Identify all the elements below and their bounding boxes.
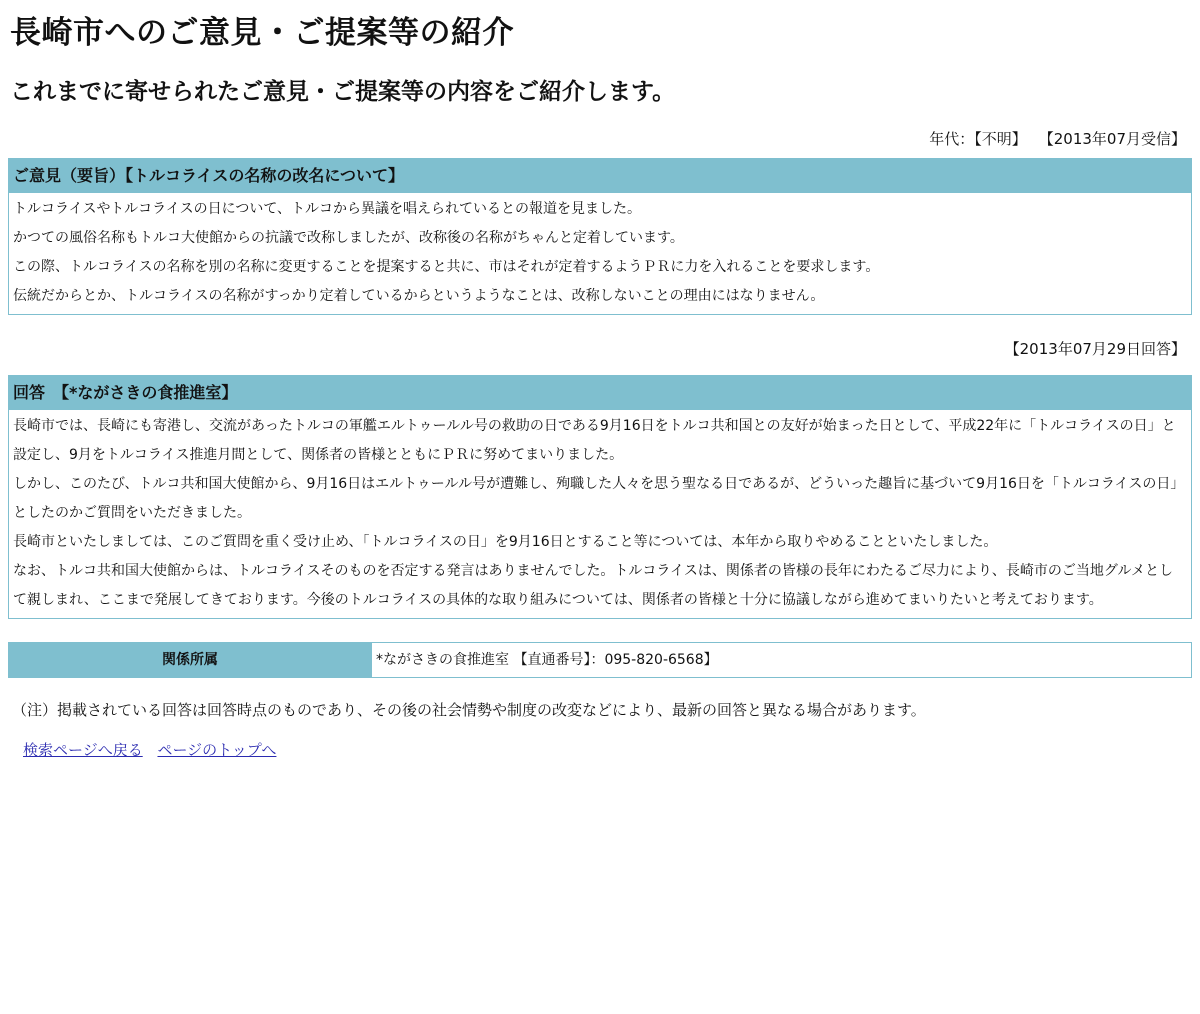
answer-box xyxy=(8,375,1192,619)
age-label: 年代：【不明】 xyxy=(929,130,1027,148)
page-subtitle: これまでに寄せられたご意見・ご提案等の内容をご紹介します。 xyxy=(10,79,676,105)
opinion-paragraph: トルコライスやトルコライスの日について、トルコから異議を唱えられているとの報道を見ました。 xyxy=(13,201,642,217)
disclaimer-note: （注）掲載されている回答は回答時点のものであり、その後の社会情勢や制度の改変などにより、最新の回答と異なる場合があります。 xyxy=(12,701,926,719)
department-label: 関係所属 xyxy=(9,643,372,678)
opinion-box xyxy=(8,158,1192,315)
answer-body xyxy=(9,410,1191,618)
opinion-paragraph: かつての風俗名称もトルコ大使館からの抗議で改称しましたが、改称後の名称がちゃんと定着しています。 xyxy=(13,230,684,246)
meta-line xyxy=(8,129,1192,149)
opinion-paragraph: 伝統だからとか、トルコライスの名称がすっかり定着しているからというようなことは、改称しないことの理由にはなりません。 xyxy=(13,288,825,304)
back-to-search-link[interactable]: 検索ページへ戻る xyxy=(23,741,143,759)
footer-links xyxy=(8,740,1192,760)
received-date: 【2013年07月受信】 xyxy=(1038,130,1186,148)
answer-paragraph: 長崎市では、長崎にも寄港し、交流があったトルコの軍艦エルトゥールル号の救助の日である9月16日をトルコ共和国との友好が始まった日として、平成22年に「トルコライスの日」と設定し、9月をトルコライス推進月間として、関係者の皆様とともにＰＲに努めてまいりました。 xyxy=(13,418,1176,463)
answer-heading: 回答 【*ながさきの食推進室】 xyxy=(9,376,1191,410)
opinion-paragraph: この際、トルコライスの名称を別の名称に変更することを提案すると共に、市はそれが定着するようＰＲに力を入れることを要求します。 xyxy=(13,259,880,275)
answer-date: 【2013年07月29日回答】 xyxy=(1004,340,1186,358)
answer-paragraph: なお、トルコ共和国大使館からは、トルコライスそのものを否定する発言はありませんでした。トルコライスは、関係者の皆様の長年にわたるご尽力により、長崎市のご当地グルメとして親しまれ、ここまで発展してきております。今後のトルコライスの具体的な取り組みについては、関係者の皆様と十分に協議しながら進めてまいりたいと考えております。 xyxy=(13,563,1174,608)
page-top-link[interactable]: ページのトップへ xyxy=(157,741,277,759)
opinion-body xyxy=(9,193,1191,314)
answer-paragraph: 長崎市といたしましては、このご質問を重く受け止め、「トルコライスの日」を9月16日とすること等については、本年から取りやめることといたしました。 xyxy=(13,534,998,550)
page-title: 長崎市へのご意見・ご提案等の紹介 xyxy=(10,15,514,51)
department-row xyxy=(9,643,1192,678)
opinion-heading: ご意見（要旨）【トルコライスの名称の改名について】 xyxy=(9,159,1191,193)
department-table xyxy=(8,642,1192,678)
answer-paragraph: しかし、このたび、トルコ共和国大使館から、9月16日はエルトゥールル号が遭難し、殉職した人々を思う聖なる日であるが、どういった趣旨に基づいて9月16日を「トルコライスの日」としたのかご質問をいただきました。 xyxy=(13,476,1185,521)
department-value: *ながさきの食推進室 【直通番号】：095-820-6568】 xyxy=(372,643,1192,678)
